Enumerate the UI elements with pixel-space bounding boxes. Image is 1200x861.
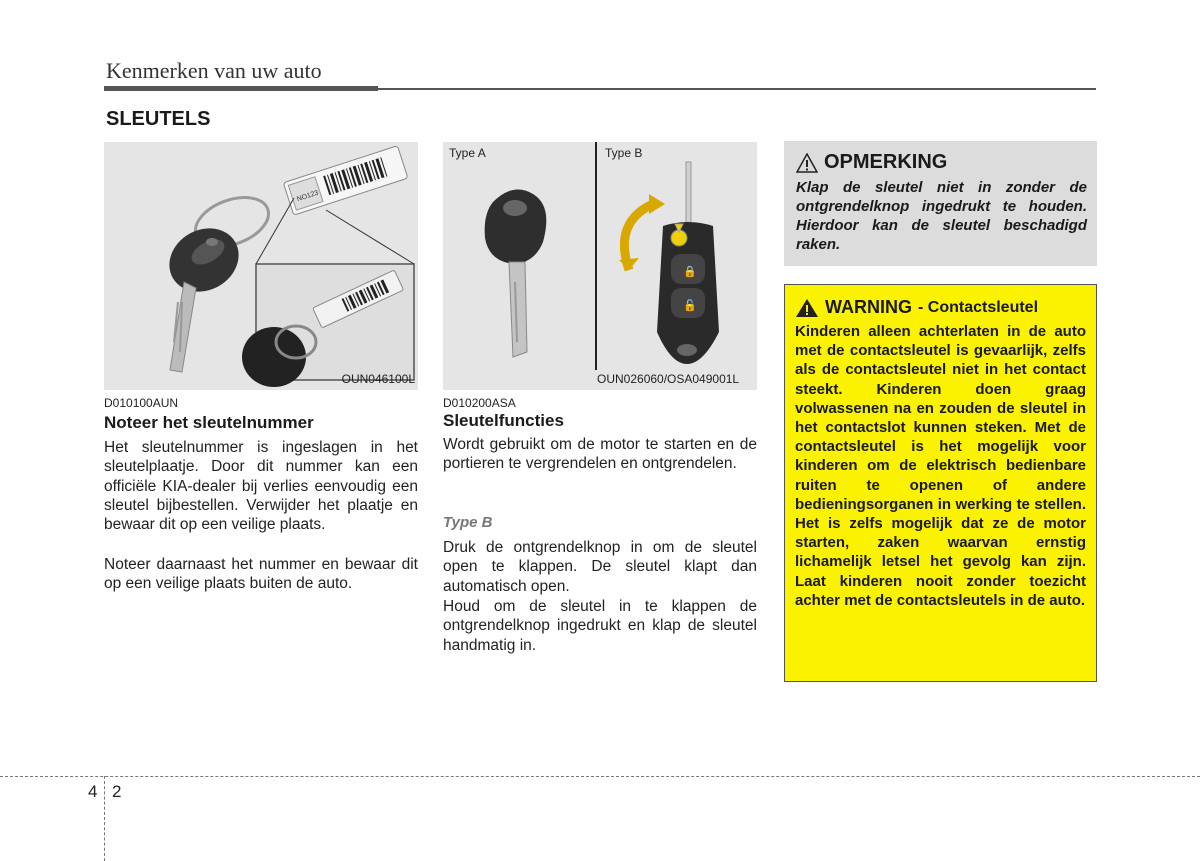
footer-rule — [0, 776, 1200, 777]
paragraph-type-b-close: Houd om de sleutel in te klappen de ontgrendelknop ingedrukt en klap de sleutel handmatig in. — [443, 598, 757, 654]
figure2-caption: OUN026060/OSA049001L — [597, 372, 740, 386]
header-rule-thin — [378, 88, 1096, 90]
notice-title-row — [796, 151, 1087, 174]
heading-key-functions: Sleutelfuncties — [443, 411, 564, 430]
header-rule-thick — [104, 86, 378, 91]
notice-text: Klap de sleutel niet in zonder de ontgrendelknop ingedrukt te houden. Hierdoor kan de sleutel beschadigd raken. — [796, 179, 1087, 253]
heading-key-number: Noteer het sleutelnummer — [104, 413, 314, 432]
key-with-tag-drawing — [104, 142, 418, 390]
paragraph-key-number-2: Noteer daarnaast het nummer en bewaar dit op een veilige plaats buiten de auto. — [104, 556, 418, 593]
svg-text:🔓: 🔓 — [683, 299, 697, 312]
heading-type-b: Type B — [443, 514, 493, 531]
paragraph-key-functions: Wordt gebruikt om de motor te starten en de portieren te vergrendelen en ontgrendelen. — [443, 436, 757, 473]
type-a-key — [485, 190, 547, 358]
page-number: 2 — [112, 782, 122, 801]
warning-text: Kinderen alleen achterlaten in de auto met de contactsleutel is gevaarlijk, zelfs als de contactsleutel niet in het contact steekt. Kinderen doen graag volwassenen na en zouden de sleutel in het contactslot kunnen steken. Met de contactsleutel is het mogelijk voor kinderen om de elektrisch bedienbare ruiten te openen of andere bedieningsorganen in werking te stellen. Het is zelfs mogelijk dat ze de motor starten, zaken waarvan ernstig lichamelijk letsel het gevolg kan zijn. Laat kinderen nooit zonder toezicht achter met de contactsleutels in de auto. — [795, 323, 1086, 609]
warning-title: WARNING — [825, 297, 912, 317]
caution-icon — [796, 153, 818, 173]
type-b-label: Type B — [605, 146, 643, 160]
notice-title: OPMERKING — [824, 151, 948, 173]
key-tag-illustration — [104, 142, 418, 390]
paragraph-key-number-1: Het sleutelnummer is ingeslagen in het sleutelplaatje. Door dit nummer kan een officiële KIA-dealer bij verlies eenvoudig een sleutel bijbestellen. Verwijder het plaatje en bewaar dit op een veilige plaats. — [104, 439, 418, 534]
section-code-1: D010100AUN — [104, 396, 179, 410]
svg-text:🔒: 🔒 — [683, 265, 697, 278]
warning-title-row — [795, 297, 1086, 318]
key-types-drawing — [443, 142, 757, 390]
section-code-2: D010200ASA — [443, 396, 516, 410]
warning-triangle-icon — [795, 298, 819, 318]
svg-text:NO123: NO123 — [296, 189, 320, 204]
paragraph-type-b-open: Druk de ontgrendelknop in om de sleutel open te klappen. De sleutel klapt dan automatisch open. — [443, 539, 757, 595]
section-title: SLEUTELS — [106, 108, 211, 130]
footer-vertical-rule — [104, 776, 105, 861]
key-types-illustration — [443, 142, 757, 390]
figure1-caption: OUN046100L — [341, 372, 415, 386]
notice-box — [784, 141, 1097, 266]
type-b-key — [619, 162, 719, 364]
warning-subtitle: - Contactsleutel — [918, 298, 1039, 316]
page-header-title: Kenmerken van uw auto — [106, 58, 322, 83]
type-a-label: Type A — [449, 146, 486, 160]
warning-box — [784, 284, 1097, 682]
chapter-number: 4 — [88, 782, 98, 801]
